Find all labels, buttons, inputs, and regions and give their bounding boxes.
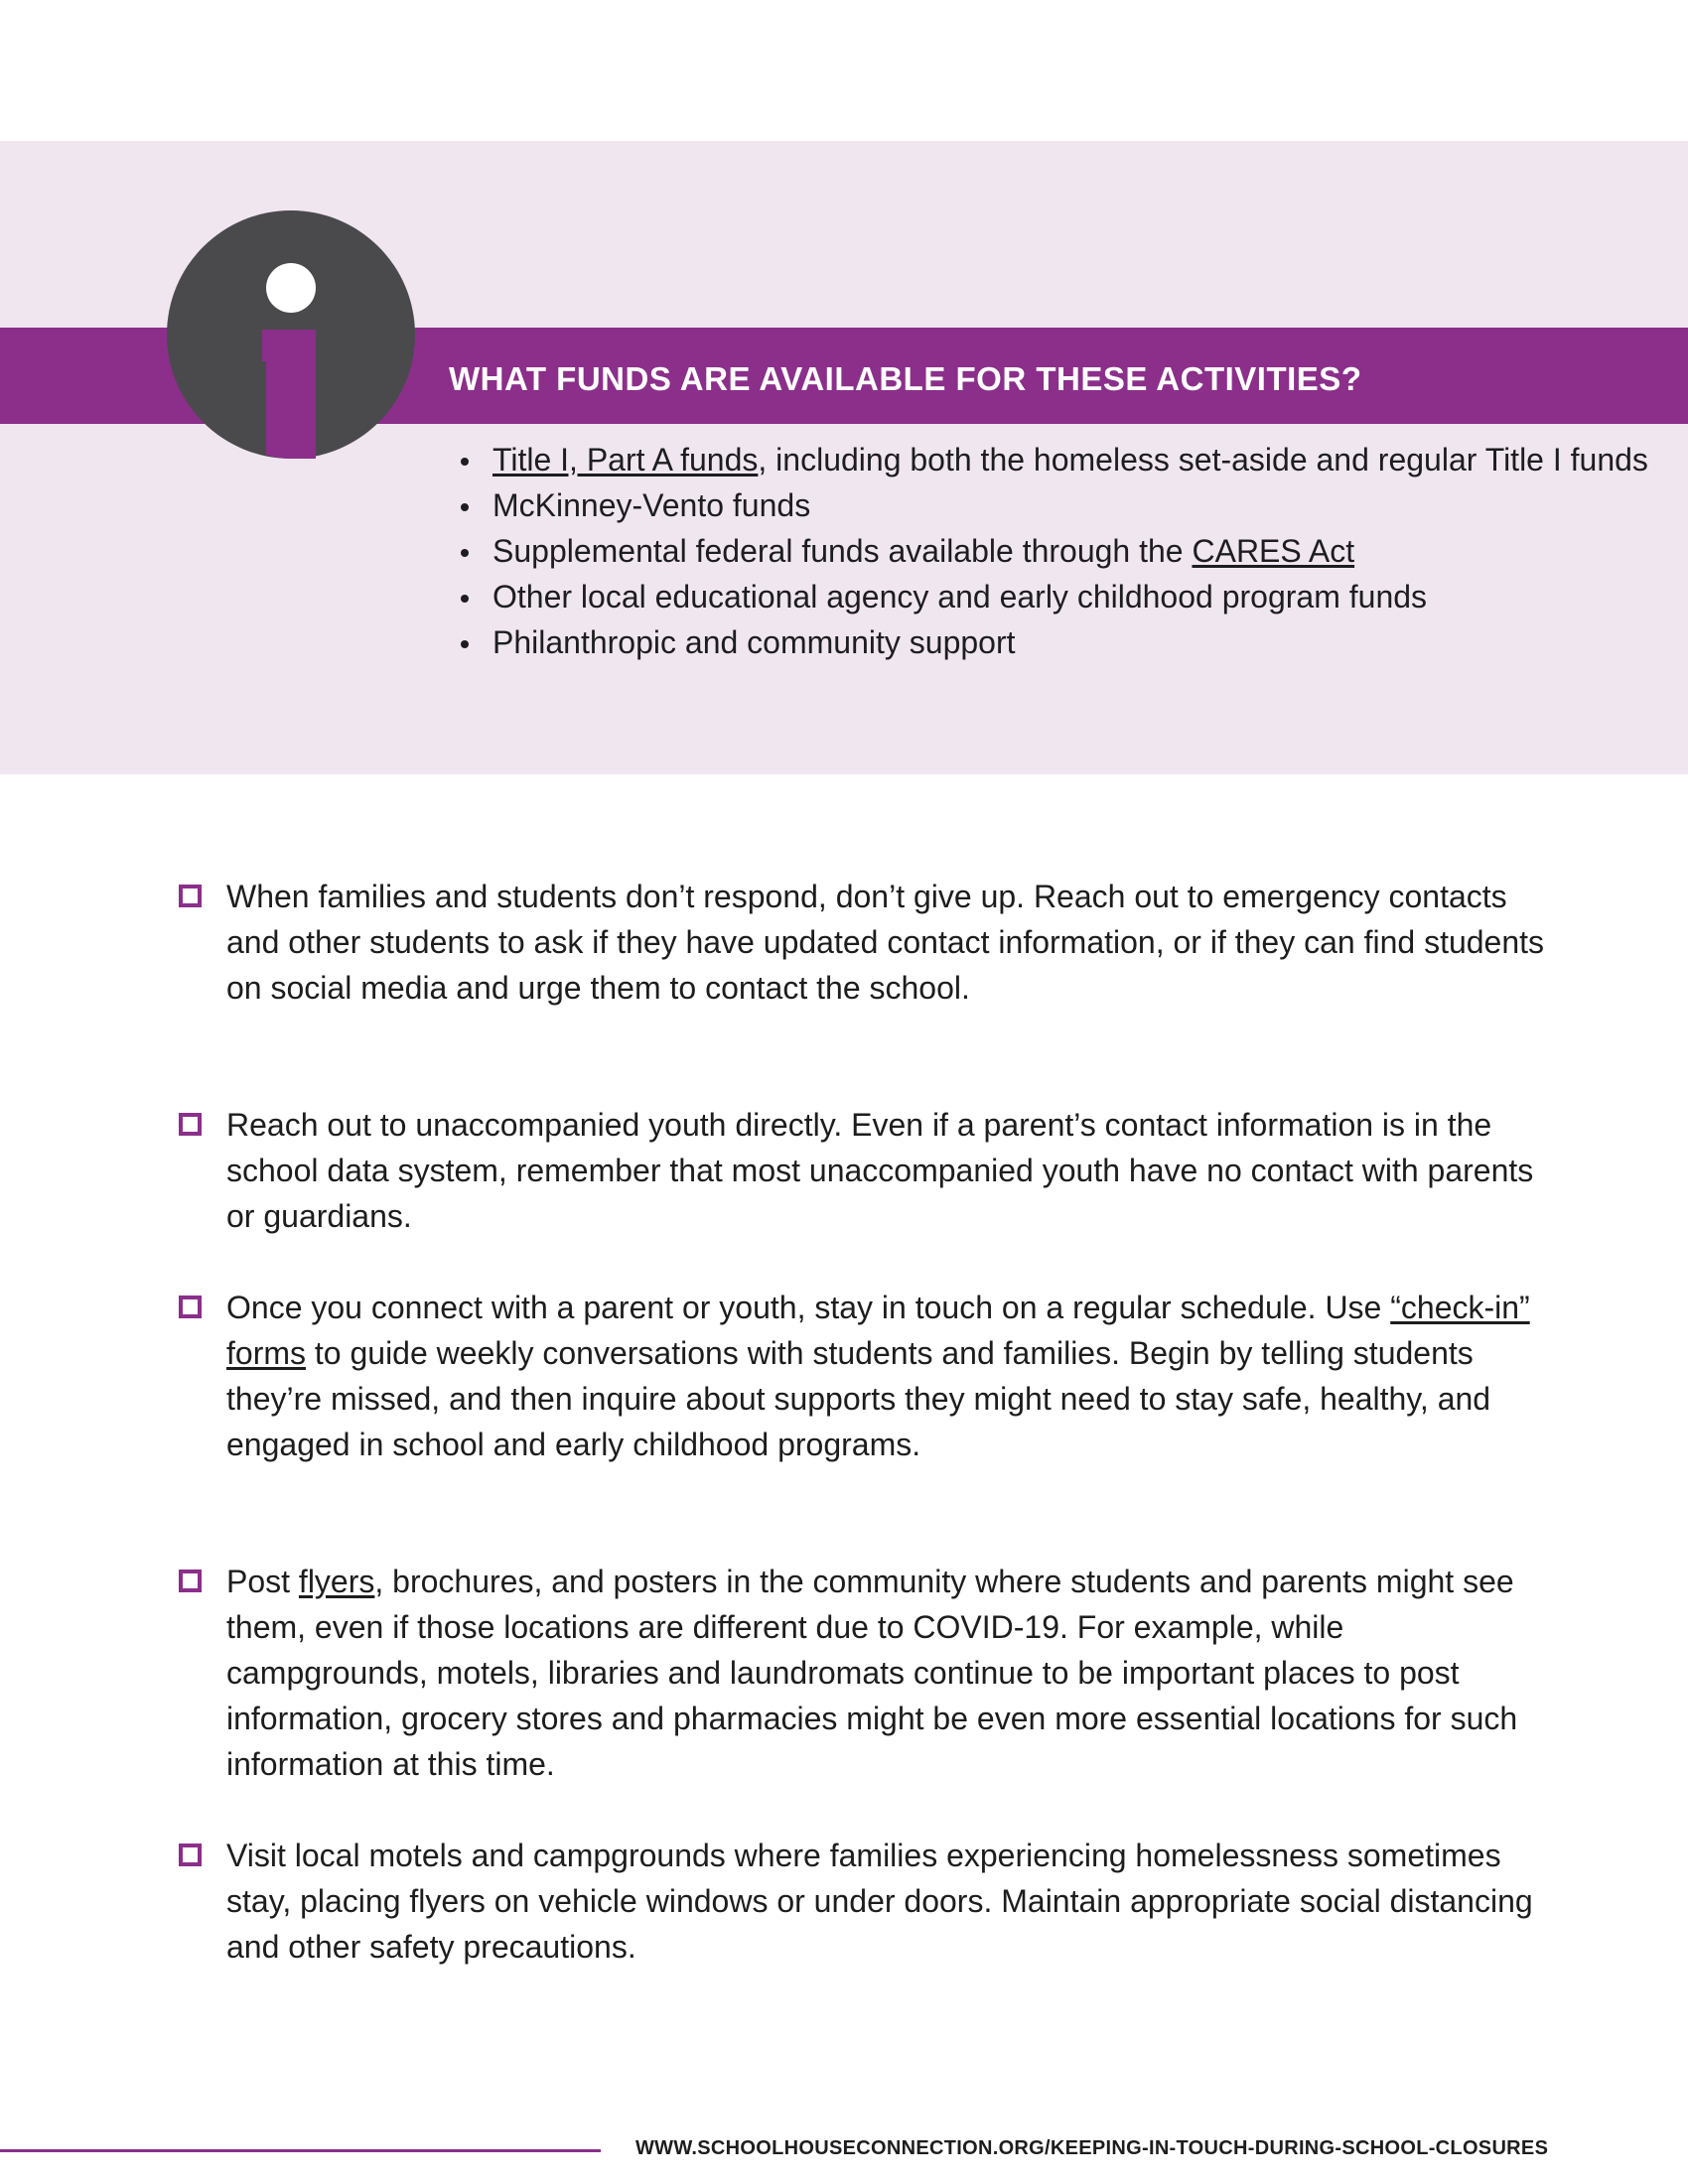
- title-i-link[interactable]: Title I, Part A funds: [492, 442, 759, 478]
- footer-url-link[interactable]: WWW.SCHOOLHOUSECONNECTION.ORG/KEEPING-IN-TOUCH-DURING-SCHOOL-CLOSURES: [635, 2137, 1549, 2159]
- footer-divider: [0, 2149, 601, 2152]
- checklist-item: [179, 874, 1549, 1011]
- list-item: [457, 528, 1648, 574]
- list-item-text: , including both the homeless set-aside and regular Title I funds: [758, 442, 1648, 478]
- list-item: [457, 619, 1648, 665]
- funds-list: [457, 437, 1648, 665]
- cares-act-link[interactable]: CARES Act: [1192, 533, 1355, 569]
- checklist-item: [179, 1559, 1549, 1787]
- list-item-text: Philanthropic and community support: [492, 624, 1016, 660]
- checklist-item-text: Visit local motels and campgrounds where families experiencing homelessness sometimes stay, placing flyers on vehicle windows or under doors. Maintain appropriate social distancing and other safety precautions.: [226, 1838, 1533, 1965]
- list-item: [457, 437, 1648, 482]
- checkbox-icon[interactable]: [179, 1843, 202, 1866]
- flyers-link[interactable]: flyers: [298, 1564, 375, 1599]
- checklist-item: [179, 1285, 1549, 1467]
- checkbox-icon[interactable]: [179, 1296, 202, 1318]
- funds-heading: WHAT FUNDS ARE AVAILABLE FOR THESE ACTIVITIES?: [449, 360, 1362, 397]
- checklist-item-text: Reach out to unaccompanied youth directly. Even if a parent’s contact information is in the school data system, remember that most unaccompanied youth have no contact with parents or guardians.: [226, 1107, 1534, 1234]
- list-item-text: McKinney-Vento funds: [492, 487, 811, 523]
- checkbox-icon[interactable]: [179, 1113, 202, 1136]
- checklist-item-text: to guide weekly conversations with students and families. Begin by telling students they’re missed, and then inquire about supports they might need to stay safe, healthy, and engaged in school and early childhood programs.: [226, 1335, 1491, 1462]
- checklist-item-text: Once you connect with a parent or youth, stay in touch on a regular schedule. Use: [226, 1290, 1391, 1325]
- info-icon: [167, 210, 415, 459]
- check-in-forms-link[interactable]: “check-in” forms: [226, 1290, 1530, 1371]
- checklist-item-text: Post: [226, 1564, 299, 1599]
- checklist-item-text: , brochures, and posters in the community where students and parents might see them, even if those locations are different due to COVID-19. For example, while campgrounds, motels, libraries and laundromats continue to be important places to post information, grocery stores and pharmacies might be even more essential locations for such information at this time.: [226, 1564, 1518, 1782]
- checklist-item: [179, 1833, 1549, 1970]
- checklist-item: [179, 1102, 1549, 1239]
- checkbox-icon[interactable]: [179, 1570, 202, 1592]
- checklist-item-text: When families and students don’t respond, don’t give up. Reach out to emergency contacts and other students to ask if they have updated contact information, or if they can find students on social media and urge them to contact the school.: [226, 879, 1545, 1006]
- list-item-text: Supplemental federal funds available through the: [492, 533, 1193, 569]
- list-item-text: Other local educational agency and early childhood program funds: [492, 579, 1428, 614]
- checkbox-icon[interactable]: [179, 885, 202, 907]
- list-item: [457, 574, 1648, 619]
- list-item: [457, 482, 1648, 528]
